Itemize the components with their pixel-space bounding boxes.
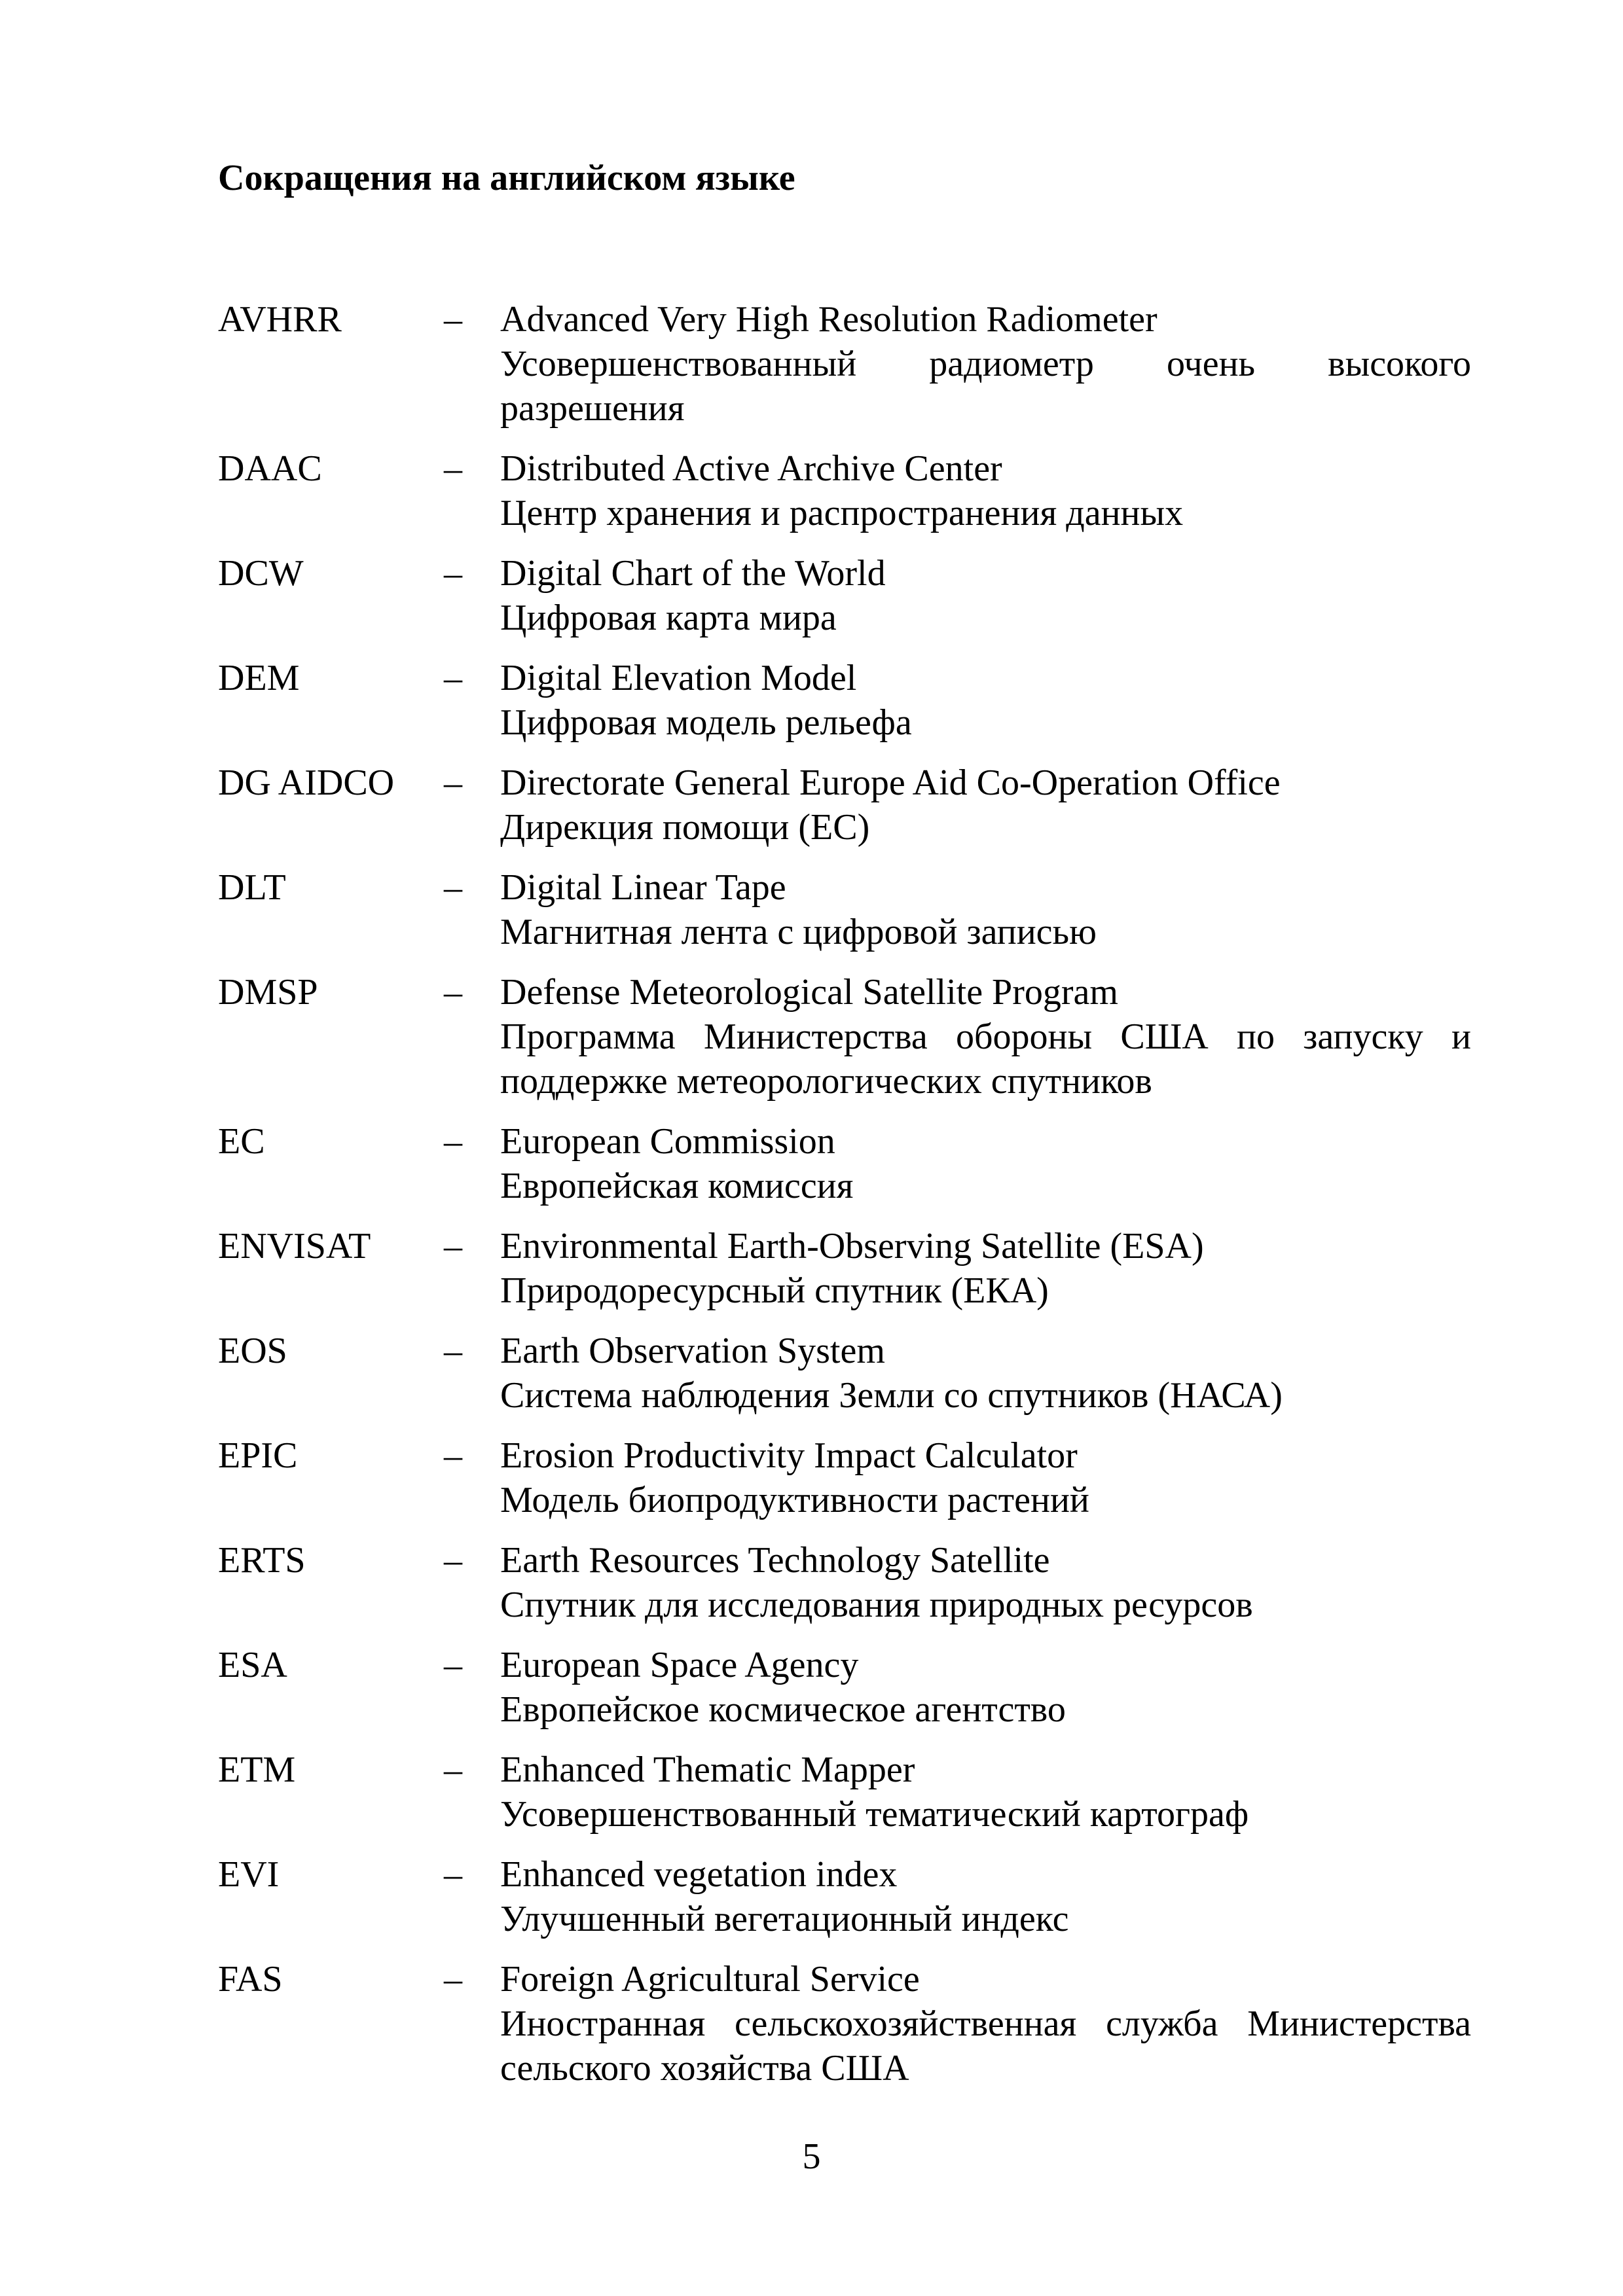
russian-translation: Природоресурсный спутник (ЕКА) xyxy=(500,1270,1049,1311)
abbreviation-term: EOS xyxy=(218,1331,287,1371)
entry-dash: – xyxy=(444,1226,462,1266)
abbreviation-term: EVI xyxy=(218,1854,280,1895)
russian-translation: Усовершенствованный радиометр очень высокого разрешения xyxy=(500,344,1471,429)
abbreviation-term: AVHRR xyxy=(218,299,342,340)
abbreviation-entry xyxy=(218,297,1471,431)
english-expansion: Earth Resources Technology Satellite xyxy=(500,1540,1050,1581)
page-number: 5 xyxy=(802,2136,821,2177)
entry-definitions xyxy=(500,656,1471,745)
entry-dash: – xyxy=(444,553,462,594)
entry-definitions xyxy=(500,865,1471,954)
english-expansion: Advanced Very High Resolution Radiometer xyxy=(500,299,1158,340)
entry-dash: – xyxy=(444,1435,462,1476)
entry-definitions xyxy=(500,1538,1471,1627)
abbreviation-term: EC xyxy=(218,1121,265,1162)
entry-definitions xyxy=(500,551,1471,640)
abbreviation-entry xyxy=(218,551,1471,640)
english-expansion: Distributed Active Archive Center xyxy=(500,448,1002,489)
entry-dash: – xyxy=(444,1645,462,1685)
english-expansion: Digital Chart of the World xyxy=(500,553,886,594)
entry-dash: – xyxy=(444,1959,462,2000)
english-expansion: Defense Meteorological Satellite Program xyxy=(500,972,1118,1013)
entry-dash: – xyxy=(444,1121,462,1162)
abbreviation-term: EPIC xyxy=(218,1435,298,1476)
english-expansion: Directorate General Europe Aid Co-Operation Office xyxy=(500,762,1281,803)
abbreviation-list xyxy=(218,297,1471,2106)
russian-translation: Европейское космическое агентство xyxy=(500,1689,1066,1730)
russian-translation: Модель биопродуктивности растений xyxy=(500,1480,1089,1520)
abbreviation-entry xyxy=(218,970,1471,1103)
abbreviation-term: DAAC xyxy=(218,448,322,489)
entry-dash: – xyxy=(444,972,462,1013)
russian-translation: Европейская комиссия xyxy=(500,1166,854,1206)
abbreviation-entry xyxy=(218,446,1471,535)
entry-definitions xyxy=(500,1224,1471,1313)
english-expansion: European Space Agency xyxy=(500,1645,859,1685)
russian-translation: Улучшенный вегетационный индекс xyxy=(500,1899,1069,1939)
entry-definitions xyxy=(500,1119,1471,1208)
entry-dash: – xyxy=(444,867,462,908)
entry-dash: – xyxy=(444,1854,462,1895)
russian-translation: Магнитная лента с цифровой записью xyxy=(500,912,1097,952)
abbreviation-term: DMSP xyxy=(218,972,318,1013)
russian-translation: Иностранная сельскохозяйственная служба Министерства сельского хозяйства США xyxy=(500,2003,1471,2089)
entry-definitions xyxy=(500,761,1471,850)
english-expansion: Erosion Productivity Impact Calculator xyxy=(500,1435,1078,1476)
entry-definitions xyxy=(500,1852,1471,1941)
english-expansion: Environmental Earth-Observing Satellite (ESA) xyxy=(500,1226,1204,1266)
abbreviation-entry xyxy=(218,1119,1471,1208)
abbreviation-entry xyxy=(218,1224,1471,1313)
abbreviation-term: DLT xyxy=(218,867,286,908)
abbreviation-entry xyxy=(218,1433,1471,1522)
entry-definitions xyxy=(500,446,1471,535)
entry-dash: – xyxy=(444,658,462,698)
abbreviation-entry xyxy=(218,1852,1471,1941)
abbreviation-term: DG AIDCO xyxy=(218,762,395,803)
english-expansion: Enhanced vegetation index xyxy=(500,1854,898,1895)
russian-translation: Спутник для исследования природных ресурсов xyxy=(500,1585,1253,1625)
entry-definitions xyxy=(500,1643,1471,1732)
entry-definitions xyxy=(500,1433,1471,1522)
abbreviation-term: ERTS xyxy=(218,1540,306,1581)
abbreviation-term: ESA xyxy=(218,1645,287,1685)
russian-translation: Дирекция помощи (ЕС) xyxy=(500,807,870,848)
abbreviation-entry xyxy=(218,656,1471,745)
page-title: Сокращения на английском языке xyxy=(218,158,795,198)
russian-translation: Центр хранения и распространения данных xyxy=(500,493,1184,533)
entry-definitions xyxy=(500,297,1471,431)
entry-dash: – xyxy=(444,1540,462,1581)
abbreviation-term: DEM xyxy=(218,658,300,698)
abbreviation-entry xyxy=(218,1643,1471,1732)
abbreviation-entry xyxy=(218,1748,1471,1837)
english-expansion: Foreign Agricultural Service xyxy=(500,1959,920,2000)
russian-translation: Цифровая карта мира xyxy=(500,598,837,638)
entry-dash: – xyxy=(444,448,462,489)
english-expansion: Enhanced Thematic Mapper xyxy=(500,1749,915,1790)
entry-definitions xyxy=(500,970,1471,1103)
abbreviation-entry xyxy=(218,1329,1471,1418)
english-expansion: European Commission xyxy=(500,1121,835,1162)
abbreviation-entry xyxy=(218,1957,1471,2090)
english-expansion: Digital Elevation Model xyxy=(500,658,857,698)
abbreviation-term: ETM xyxy=(218,1749,296,1790)
russian-translation: Программа Министерства обороны США по запуску и поддержке метеорологических спутников xyxy=(500,1016,1471,1102)
entry-dash: – xyxy=(444,762,462,803)
abbreviation-entry xyxy=(218,865,1471,954)
entry-definitions xyxy=(500,1748,1471,1837)
entry-dash: – xyxy=(444,1331,462,1371)
abbreviation-term: ENVISAT xyxy=(218,1226,371,1266)
entry-definitions xyxy=(500,1957,1471,2090)
russian-translation: Усовершенствованный тематический картограф xyxy=(500,1794,1249,1835)
english-expansion: Earth Observation System xyxy=(500,1331,885,1371)
english-expansion: Digital Linear Tape xyxy=(500,867,786,908)
abbreviation-term: DCW xyxy=(218,553,304,594)
russian-translation: Цифровая модель рельефа xyxy=(500,702,912,743)
entry-dash: – xyxy=(444,299,462,340)
entry-definitions xyxy=(500,1329,1471,1418)
entry-dash: – xyxy=(444,1749,462,1790)
abbreviation-entry xyxy=(218,1538,1471,1627)
abbreviation-term: FAS xyxy=(218,1959,283,2000)
abbreviation-entry xyxy=(218,761,1471,850)
russian-translation: Система наблюдения Земли со спутников (НАСА) xyxy=(500,1375,1283,1416)
